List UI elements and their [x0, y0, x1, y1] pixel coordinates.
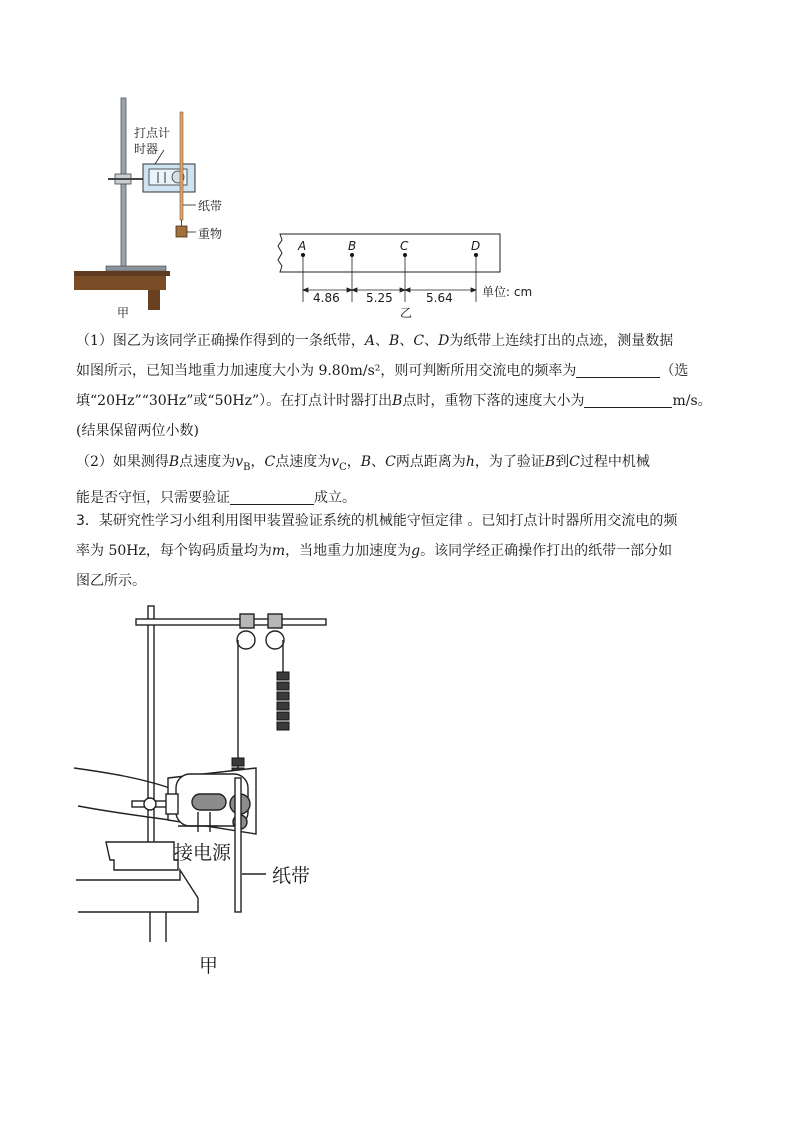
question-1: [76, 326, 726, 446]
paper-tape-label: 纸带: [272, 865, 311, 887]
timer-label-line1: 打点计: [134, 126, 171, 140]
figure-3-pulley-apparatus: [70, 598, 340, 950]
q1-sep-3: 、: [424, 333, 439, 349]
point-label-c: C: [400, 239, 409, 253]
q2-var-vc-sub: C: [339, 461, 347, 473]
q2-var-b2: B: [360, 454, 372, 470]
q2-var-c2: C: [385, 454, 396, 470]
q2-var-b1: B: [168, 454, 180, 470]
q2-text-4: 点速度为: [275, 454, 332, 470]
q1-text-8: (结果保留两位小数): [76, 423, 199, 439]
q1-var-a: A: [364, 333, 376, 349]
q3-var-g: g: [411, 543, 421, 559]
unit-label: 单位: cm: [482, 285, 533, 299]
q1-text-4: （选: [660, 363, 689, 379]
q2-var-vb: v: [235, 454, 244, 470]
energy-condition-answer-blank[interactable]: [230, 488, 314, 505]
tape-label: 纸带: [198, 199, 223, 213]
figure-2-caption: 乙: [400, 306, 413, 320]
q1-text-6: 点时，重物下落的速度大小为: [402, 393, 585, 409]
power-supply-label: 接电源: [174, 842, 232, 864]
q1-text-5: 填“20Hz”“30Hz”或“50Hz”）。在打点计时器打出: [76, 393, 393, 409]
q1-text-3: 如图所示，已知当地重力加速度大小为 9.80m/s²，则可判断所用交流电的频率为: [76, 363, 577, 379]
timer-label-line2: 时器: [134, 142, 159, 156]
q2-text-8: ，为了验证: [474, 454, 545, 470]
q1-var-b2: B: [392, 393, 403, 409]
q1-text-1: 图乙为该同学正确操作得到的一条纸带，: [112, 333, 365, 349]
figure-3-caption: 甲: [199, 955, 219, 977]
frequency-answer-blank[interactable]: [576, 361, 660, 378]
q2-text-12: 成立。: [314, 489, 356, 506]
distance-ab: 4.86: [313, 291, 340, 305]
q2-text-10: 过程中机械: [579, 454, 650, 470]
q3-text-3: ，当地重力加速度为: [285, 543, 412, 559]
q2-var-vb-sub: B: [243, 461, 251, 473]
q2-text-3: ，: [250, 454, 265, 470]
q1-text-2: 为纸带上连续打出的点迹，测量数据: [449, 333, 674, 349]
q1-sep-1: 、: [375, 333, 390, 349]
q2-var-c1: C: [264, 454, 276, 470]
question-3: [76, 506, 726, 596]
q2-var-h: h: [465, 454, 475, 470]
q3-text-5: 图乙所示。: [76, 573, 146, 589]
q3-var-m: m: [271, 543, 286, 559]
q2-var-vc: v: [331, 454, 340, 470]
q3-text-4: 。该同学经正确操作打出的纸带一部分如: [420, 543, 673, 559]
q3-text-2: 率为 50Hz，每个钩码质量均为: [76, 543, 272, 559]
q1-sep-2: 、: [399, 333, 414, 349]
q2-text-5: ，: [346, 454, 361, 470]
velocity-answer-blank[interactable]: [584, 391, 672, 408]
figure-1-caption: 甲: [117, 306, 130, 320]
q2-number: （2）: [76, 454, 113, 470]
distance-bc: 5.25: [366, 291, 393, 305]
q1-var-c: C: [413, 333, 425, 349]
q2-text-7: 两点距离为: [395, 454, 466, 470]
q3-text-1: 某研究性学习小组利用图甲装置验证系统的机械能守恒定律 。已知打点计时器所用交流电的频: [98, 513, 678, 529]
question-2: [76, 447, 726, 513]
q2-text-11: 能是否守恒，只需要验证: [76, 489, 230, 506]
q1-var-b: B: [389, 333, 400, 349]
q1-var-d: D: [438, 333, 450, 349]
q1-text-7: m/s。: [672, 393, 712, 409]
q2-text-9: 到: [555, 454, 570, 470]
distance-cd: 5.64: [426, 291, 453, 305]
q2-var-c3: C: [569, 454, 580, 470]
q1-number: （1）: [76, 333, 113, 349]
q2-text-1: 如果测得: [112, 454, 169, 470]
point-label-a: A: [298, 239, 307, 253]
q3-number: 3．: [76, 513, 99, 529]
point-label-b: B: [348, 239, 357, 253]
point-label-d: D: [471, 239, 481, 253]
q2-var-b3: B: [544, 454, 556, 470]
weight-label: 重物: [198, 227, 223, 241]
q2-text-6: 、: [371, 454, 386, 470]
q2-text-2: 点速度为: [179, 454, 236, 470]
